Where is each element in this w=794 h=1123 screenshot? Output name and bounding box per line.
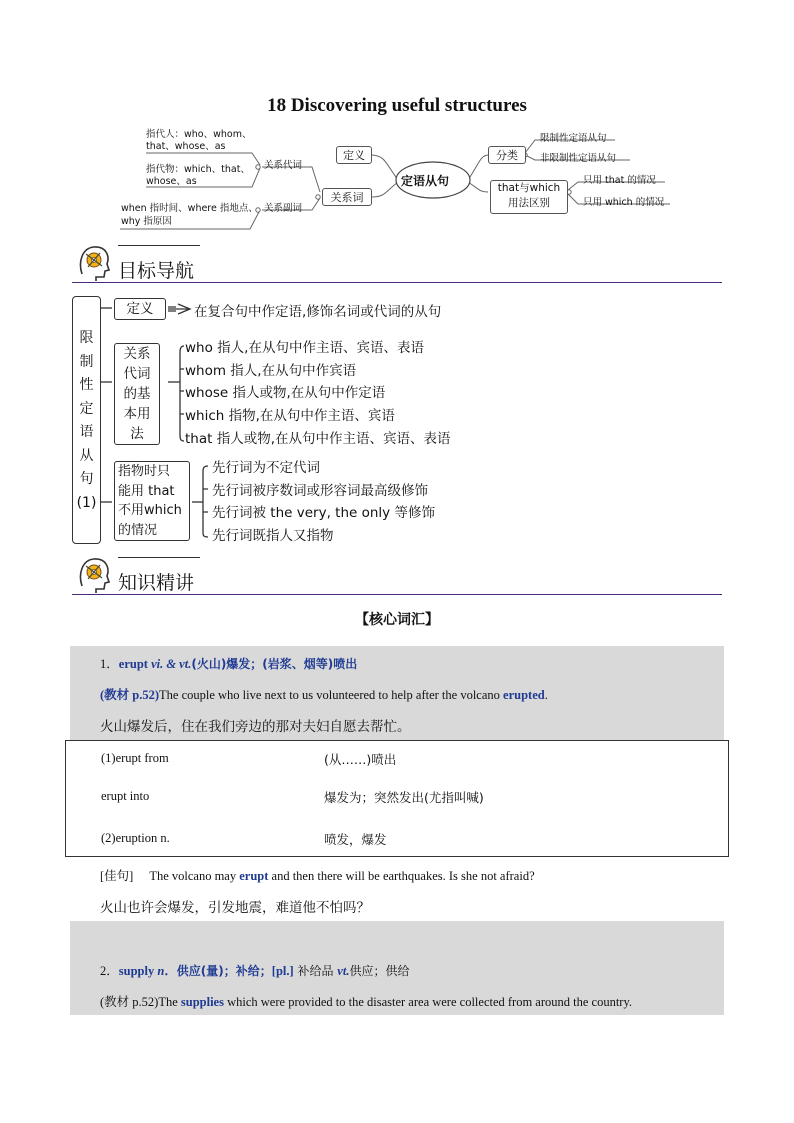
- entry2-sentence-post: which were provided to the disaster area were collected from around the country.: [223, 995, 633, 1009]
- leaf-adverbs-line1: when 指时间、where 指地点、: [121, 203, 258, 214]
- entry2-meaning: 供应(量)；补给；: [176, 964, 272, 978]
- side-char: 语: [79, 424, 94, 440]
- side-char: 性: [79, 377, 94, 393]
- node-that-which-line2: 用法区别: [508, 197, 550, 209]
- entry1-example-translation: 火山也许会爆发，引发地震，难道他不怕吗？: [100, 900, 370, 916]
- mind-map: [0, 120, 794, 240]
- phrase-cn: 喷发，爆发: [324, 832, 387, 847]
- entry1-number: 1．: [100, 657, 119, 671]
- page-title: 18 Discovering useful structures: [267, 95, 527, 116]
- section-header-knowledge: [72, 556, 722, 596]
- phrase-en: (2)eruption n.: [101, 831, 170, 845]
- guide-that-label: [114, 461, 190, 541]
- leaf-only-that: 只用 that 的情况: [583, 175, 656, 186]
- leaf-rel-adverb: 关系副词: [264, 203, 303, 214]
- usage-item: which 指物,在从句中作主语、宾语: [185, 408, 395, 425]
- node-that-which: [490, 180, 568, 214]
- guide-that-list: [212, 457, 435, 548]
- leaf-person-line1: 指代人：who、whom、: [146, 129, 252, 140]
- usage-label-line: 关系: [123, 346, 151, 362]
- leaf-person-line2: that、whose、as: [146, 141, 226, 152]
- entry2-pos: n．: [154, 964, 177, 978]
- leaf-adverbs: [121, 202, 258, 228]
- entry2-meaning-plural: 补给品: [293, 964, 338, 978]
- entry1-source-sentence: [100, 685, 548, 703]
- entry2-sentence-word: supplies: [180, 995, 224, 1009]
- side-char: (1): [76, 494, 97, 511]
- that-item: 先行词为不定代词: [212, 460, 320, 476]
- that-item: 先行词被 the very, the only 等修饰: [212, 505, 435, 522]
- phrase-cn: 爆发为；突然发出(尤指叫喊): [324, 790, 484, 805]
- leaf-thing: [146, 164, 250, 188]
- side-char: 定: [79, 400, 94, 417]
- that-label-line: 的情况: [118, 522, 158, 538]
- entry1-source: (教材 p.52): [100, 688, 160, 702]
- section-underline-short: [118, 245, 200, 246]
- mind-map-connectors: [0, 120, 794, 240]
- section-rule-knowledge: [72, 594, 722, 595]
- that-label-line: 指物时只: [118, 464, 171, 479]
- entry1-example: [100, 866, 535, 884]
- usage-label-line: 本用: [123, 406, 151, 422]
- entry1-word: erupt: [118, 657, 148, 671]
- node-definition: 定义: [336, 146, 372, 164]
- entry2-sentence-pre: The: [158, 995, 181, 1009]
- leaf-nonrestrictive: 非限制性定语从句: [540, 153, 617, 164]
- side-char: 制: [79, 353, 94, 370]
- entry-spacer-row: [70, 921, 724, 953]
- usage-item: whom 指人,在从句中作宾语: [185, 362, 357, 379]
- side-char: 限: [79, 330, 94, 346]
- section-header-guide: [72, 244, 722, 284]
- phrase-en: erupt into: [101, 789, 150, 803]
- entry1-sentence-post: .: [544, 688, 548, 702]
- entry1-phrase-table: [65, 740, 729, 857]
- entry1-sentence-pre: The couple who live next to us volunteered to help after the volcano: [159, 688, 504, 702]
- node-relative-words: 关系词: [322, 188, 372, 206]
- entry1-header: [70, 646, 724, 678]
- entry1-translation: 火山爆发后，住在我们旁边的那对夫妇自愿去帮忙。: [100, 719, 411, 735]
- guide-diagram: [72, 294, 532, 548]
- example-post: and then there will be earthquakes. Is she not afraid?: [268, 869, 535, 883]
- usage-item: that 指人或物,在从句中作主语、宾语、表语: [185, 430, 451, 447]
- usage-item: who 指人,在从句中作主语、宾语、表语: [185, 340, 424, 356]
- leaf-thing-line2: whose、as: [146, 176, 197, 187]
- entry2-headword: [100, 961, 409, 979]
- leaf-only-which: 只用 which 的情况: [583, 197, 665, 208]
- entry2-source-sentence: [100, 992, 632, 1010]
- leaf-rel-pronoun: 关系代词: [264, 160, 303, 171]
- that-item: 先行词被序数词或形容词最高级修饰: [212, 482, 428, 499]
- center-node: 定语从句: [401, 174, 450, 188]
- entry2-verb-tag: vt.: [337, 964, 350, 978]
- usage-label-line: 法: [130, 426, 144, 442]
- guide-usage-list: [185, 337, 451, 451]
- entry1-meaning: (火山)爆发；(岩浆、烟等)喷出: [191, 657, 358, 671]
- leaf-restrictive: 限制性定语从句: [540, 133, 607, 144]
- phrase-en: (1)erupt from: [101, 751, 169, 765]
- example-label: [佳句]: [100, 869, 134, 883]
- entry2-header: [70, 953, 724, 985]
- entry1-translation-row: [70, 708, 724, 740]
- example-word: erupt: [239, 869, 269, 883]
- section-title-guide: 目标导航: [118, 260, 195, 282]
- entry2-word: supply: [118, 964, 155, 978]
- that-item: 先行词既指人又指物: [212, 528, 334, 545]
- section-underline-short: [118, 557, 200, 558]
- entry2-meaning-verb: 供应；供给: [349, 964, 410, 978]
- entry1-sentence-word: erupted: [503, 688, 545, 702]
- section-rule-guide: [72, 282, 722, 283]
- entry1-headword: [100, 654, 357, 672]
- guide-usage-label: [114, 343, 160, 445]
- entry2-number: 2．: [100, 964, 119, 978]
- entry1-source-row: [70, 678, 724, 708]
- head-gear-icon: [76, 556, 112, 594]
- entry2-plural-tag: [pl.]: [271, 964, 294, 978]
- that-label-line: 不用which: [118, 503, 182, 518]
- guide-def-text: 在复合句中作定语,修饰名词或代词的从句: [194, 304, 442, 320]
- core-vocab-heading: 【核心词汇】: [355, 612, 439, 628]
- side-char: 从: [79, 447, 94, 464]
- entry1-pos: vi. & vt.: [147, 657, 192, 671]
- entry2-source-row: [70, 985, 724, 1015]
- leaf-person: [146, 129, 251, 153]
- head-gear-icon: [76, 244, 112, 282]
- node-that-which-line1: that与which: [497, 182, 561, 194]
- phrase-cn: (从……)喷出: [324, 752, 397, 767]
- that-label-line: 能用 that: [118, 483, 175, 499]
- side-char: 句: [79, 471, 94, 487]
- leaf-thing-line1: 指代物：which、that、: [146, 164, 250, 175]
- section-title-knowledge: 知识精讲: [118, 572, 195, 594]
- usage-label-line: 的基: [123, 386, 151, 402]
- leaf-adverbs-line2: why 指原因: [121, 216, 172, 227]
- entry2-source: (教材 p.52): [100, 995, 159, 1009]
- example-pre: The volcano may: [149, 869, 240, 883]
- node-classification: 分类: [488, 146, 526, 164]
- guide-def-label: 定义: [114, 298, 166, 320]
- usage-label-line: 代词: [123, 366, 151, 382]
- usage-item: whose 指人或物,在从句中作定语: [185, 385, 386, 402]
